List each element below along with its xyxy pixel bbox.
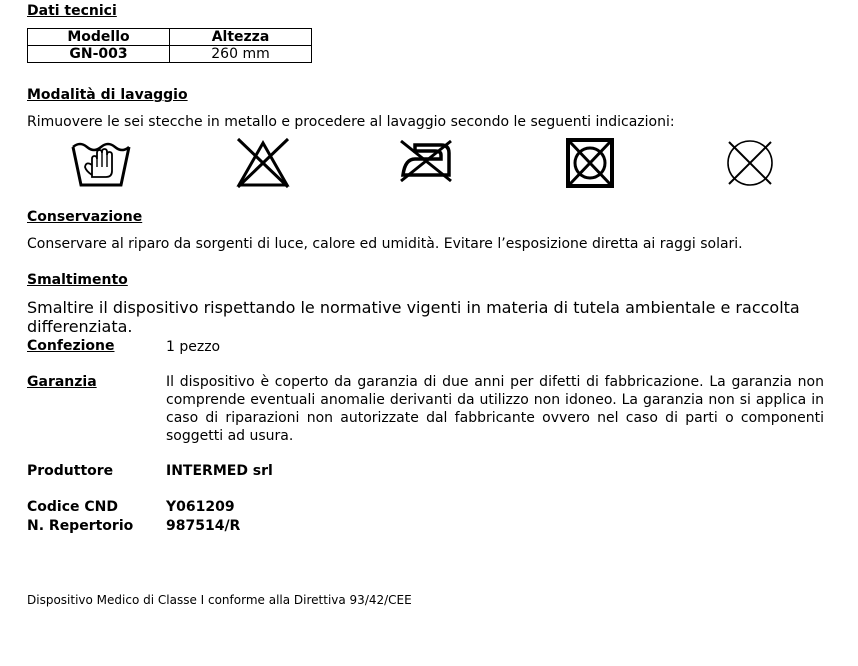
hand-wash-icon — [70, 137, 132, 191]
cnd-value: Y061209 — [166, 499, 235, 515]
table-header-height: Altezza — [170, 29, 312, 46]
table-cell-model: GN-003 — [28, 46, 170, 63]
tech-heading: Dati tecnici — [27, 3, 117, 19]
repertorio-value: 987514/R — [166, 518, 241, 534]
storage-heading: Conservazione — [27, 209, 143, 225]
table-cell-height: 260 mm — [170, 46, 312, 63]
no-iron-icon — [397, 137, 455, 183]
cnd-label: Codice CND — [27, 499, 118, 515]
storage-text: Conservare al riparo da sorgenti di luce, calore ed umidità. Evitare l’esposizione diretta ai raggi solari. — [27, 236, 743, 252]
no-tumble-dry-icon — [565, 137, 615, 189]
footer-note: Dispositivo Medico di Classe I conforme alla Direttiva 93/42/CEE — [27, 593, 412, 607]
washing-heading: Modalità di lavaggio — [27, 87, 188, 103]
washing-text: Rimuovere le sei stecche in metallo e procedere al lavaggio secondo le seguenti indicazioni: — [27, 114, 675, 130]
table-header-model: Modello — [28, 29, 170, 46]
no-dry-clean-icon — [724, 137, 776, 189]
packaging-value: 1 pezzo — [166, 339, 221, 355]
no-bleach-icon — [235, 137, 291, 189]
tech-table — [27, 28, 312, 63]
warranty-text: Il dispositivo è coperto da garanzia di due anni per difetti di fabbricazione. La garanzia non comprende eventuali anomalie derivanti da utilizzo non idoneo. La garanzia non si applica in caso di riparazioni non autorizzate dal fabbricante ovvero nel caso di parti o componenti soggetti ad usura. — [166, 374, 824, 444]
repertorio-label: N. Repertorio — [27, 518, 134, 534]
disposal-heading: Smaltimento — [27, 272, 128, 288]
manufacturer-label: Produttore — [27, 463, 114, 479]
warranty-label: Garanzia — [27, 374, 97, 390]
disposal-text: Smaltire il dispositivo rispettando le normative vigenti in materia di tutela ambientale e raccolta differenziata. — [27, 298, 800, 336]
manufacturer-value: INTERMED srl — [166, 463, 273, 479]
packaging-label: Confezione — [27, 338, 115, 354]
